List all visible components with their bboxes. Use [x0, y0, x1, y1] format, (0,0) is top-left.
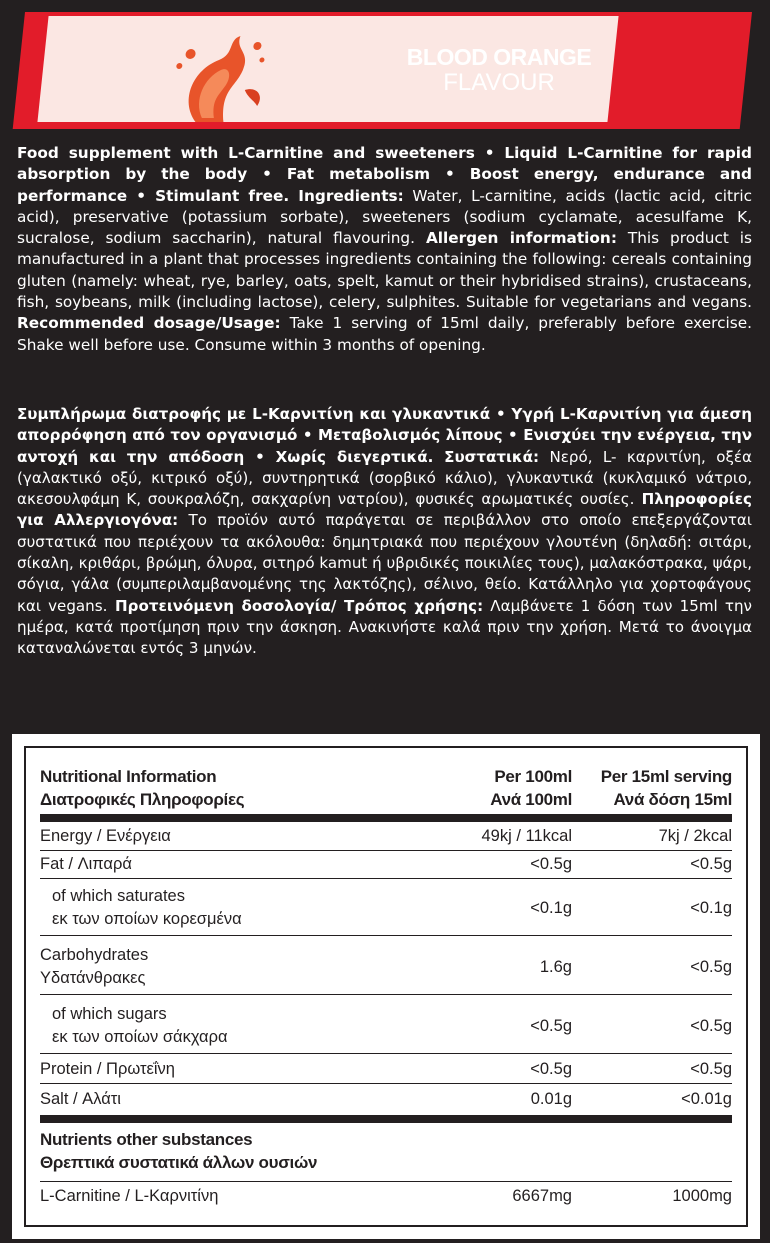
table-header-title: [40, 765, 244, 811]
header-col-per100: [490, 765, 572, 811]
section-rule: [40, 1115, 732, 1123]
row-per100: <0.5g: [530, 1017, 572, 1035]
en-dosage-text: Take 1 serving of 15ml daily, preferably before exercise. Shake well before use. Consume within 3 months of opening.: [17, 314, 752, 354]
row-divider: [40, 994, 732, 995]
row-per100: 0.01g: [530, 1090, 572, 1108]
row-per15: <0.5g: [690, 1017, 732, 1035]
row-per15: 1000mg: [672, 1187, 732, 1205]
row-divider: [40, 850, 732, 851]
row-divider: [40, 878, 732, 879]
row-per100: 49kj / 11kcal: [481, 827, 572, 845]
gr-dosage-heading: Προτεινόμενη δοσολογία/ Τρόπος χρήσης:: [107, 596, 484, 615]
nutrition-table: [12, 734, 760, 1239]
row-per100: <0.5g: [530, 1060, 572, 1078]
gr-dosage-text: Λαμβάνετε 1 δόση των 15ml την ημέρα, κατά προτίμηση πριν την άσκηση. Ανακινήστε καλά πριν την χρήση. Μετά το άνοιγμα καταναλώνεται εντός 3 μηνών.: [17, 596, 752, 658]
row-divider: [40, 935, 732, 936]
gr-allergen-heading: Πληροφορίες για Αλλεργιογόνα:: [17, 490, 752, 530]
header-col1-en: Per 100ml: [494, 767, 572, 786]
row-label-gr: εκ των οποίων κορεσμένα: [52, 910, 242, 928]
flavour-banner: [13, 12, 752, 129]
flavour-subtitle: FLAVOUR: [443, 69, 555, 96]
row-label-gr: Υδατάνθρακες: [40, 969, 146, 987]
gr-allergen-text: Το προϊόν αυτό παράγεται σε περιβάλλον στο οποίο επεξεργάζονται συστατικά που περιέχουν τα ακόλουθα: δημητριακά που περιέχουν γλουτένη (δηλαδή: σιτάρι, σίκαλη, κριθάρι, βρώμη, όλυρα, σιτηρό kamut ή υβριδικές ποικιλίες τους), μαλακόστρακα, ψάρι, σόγια, γάλα (συμπεριλαμβανομένης της λακτόζης), σέλινο, θείο. Κατάλληλο για χορτοφάγους και vegans.: [17, 511, 752, 615]
row-divider: [40, 1181, 732, 1182]
header-col2-en: Per 15ml serving: [600, 767, 732, 786]
en-dosage-heading: Recommended dosage/Usage:: [17, 314, 281, 333]
other-nutrients-title: [40, 1128, 317, 1174]
header-title-en: Nutritional Information: [40, 767, 217, 786]
row-per100: <0.1g: [530, 899, 572, 917]
row-divider: [40, 1053, 732, 1054]
greek-description: [17, 404, 752, 660]
row-per15: <0.1g: [690, 899, 732, 917]
header-col-per15: [601, 765, 732, 811]
flavour-label: [394, 30, 604, 105]
row-per15: 7kj / 2kcal: [658, 827, 732, 845]
row-label: L-Carnitine / L-Καρνιτίνη: [40, 1187, 219, 1205]
en-claims: Food supplement with L-Carnitine and sweeteners • Liquid L-Carnitine for rapid absorption by the body • Fat metabolism • Boost energy, endurance and performance • Stimulant free. Ingredients:: [17, 144, 752, 205]
nutrition-table-frame: [24, 746, 748, 1227]
en-allergen-heading: Allergen information:: [425, 229, 617, 248]
row-divider: [40, 1083, 732, 1084]
row-label: [52, 1003, 228, 1049]
flavour-name: BLOOD ORANGE: [406, 44, 592, 70]
row-label: [40, 944, 148, 990]
header-col2-gr: Ανά δόση 15ml: [613, 790, 732, 809]
row-per100: 6667mg: [512, 1187, 572, 1205]
row-label: Fat / Λιπαρά: [40, 855, 132, 873]
header-col1-gr: Ανά 100ml: [490, 790, 572, 809]
row-label: [52, 885, 242, 931]
row-label-gr: εκ των οποίων σάκχαρα: [52, 1028, 228, 1046]
en-allergen-text: This product is manufactured in a plant that processes ingredients containing the following: cereals containing gluten (namely: wheat, rye, barley, oats, spelt, kamut or their hybridised strains), crustaceans, fish, soybeans, milk (including lactose), celery, sulphites. Suitable for vegetarians and vegans.: [17, 229, 752, 312]
other-title-gr: Θρεπτικά συστατικά άλλων ουσιών: [40, 1153, 318, 1172]
header-rule: [40, 814, 732, 822]
row-label: Energy / Ενέργεια: [40, 827, 171, 845]
row-per100: 1.6g: [539, 958, 572, 976]
row-label: Protein / Πρωτεΐνη: [40, 1060, 175, 1078]
gr-ingredients: Νερό, L- καρνιτίνη, οξέα (γαλακτικό οξύ, κιτρικό οξύ), συντηρητικά (σορβικό κάλιο), γλυκαντικά (κυκλαμικό νάτριο, ακεσουλφάμη Κ, σουκραλόζη, σακχαρίνη νατρίου), φυσικές αρωματικές ουσίες.: [17, 447, 753, 509]
row-per15: <0.5g: [690, 958, 732, 976]
header-title-gr: Διατροφικές Πληροφορίες: [40, 790, 245, 809]
other-title-en: Nutrients other substances: [40, 1130, 253, 1149]
en-ingredients: Water, L-carnitine, acids (lactic acid, citric acid), preservative (potassium sorbate), sweeteners (sodium cyclamate, acesulfame K, sucralose, sodium saccharin), natural flavouring.: [17, 186, 752, 248]
row-label-en: Carbohydrates: [40, 946, 149, 964]
row-per15: <0.5g: [690, 855, 732, 873]
row-per15: <0.01g: [681, 1090, 732, 1108]
row-label-en: of which sugars: [52, 1005, 167, 1023]
english-description: [17, 143, 752, 356]
row-label-en: of which saturates: [52, 887, 185, 905]
gr-claims: Συμπλήρωμα διατροφής με L-Καρνιτίνη και γλυκαντικά • Υγρή L-Καρνιτίνη για άμεση απορρόφηση από τον οργανισμό • Μεταβολισμός λίπους • Ενισχύει την ενέργεια, την αντοχή και την απόδοση • Χωρίς διεγερτικά. Συστατικά:: [17, 405, 752, 466]
row-label: Salt / Αλάτι: [40, 1090, 121, 1108]
row-per100: <0.5g: [530, 855, 572, 873]
row-per15: <0.5g: [690, 1060, 732, 1078]
orange-splash-image: [157, 30, 277, 125]
